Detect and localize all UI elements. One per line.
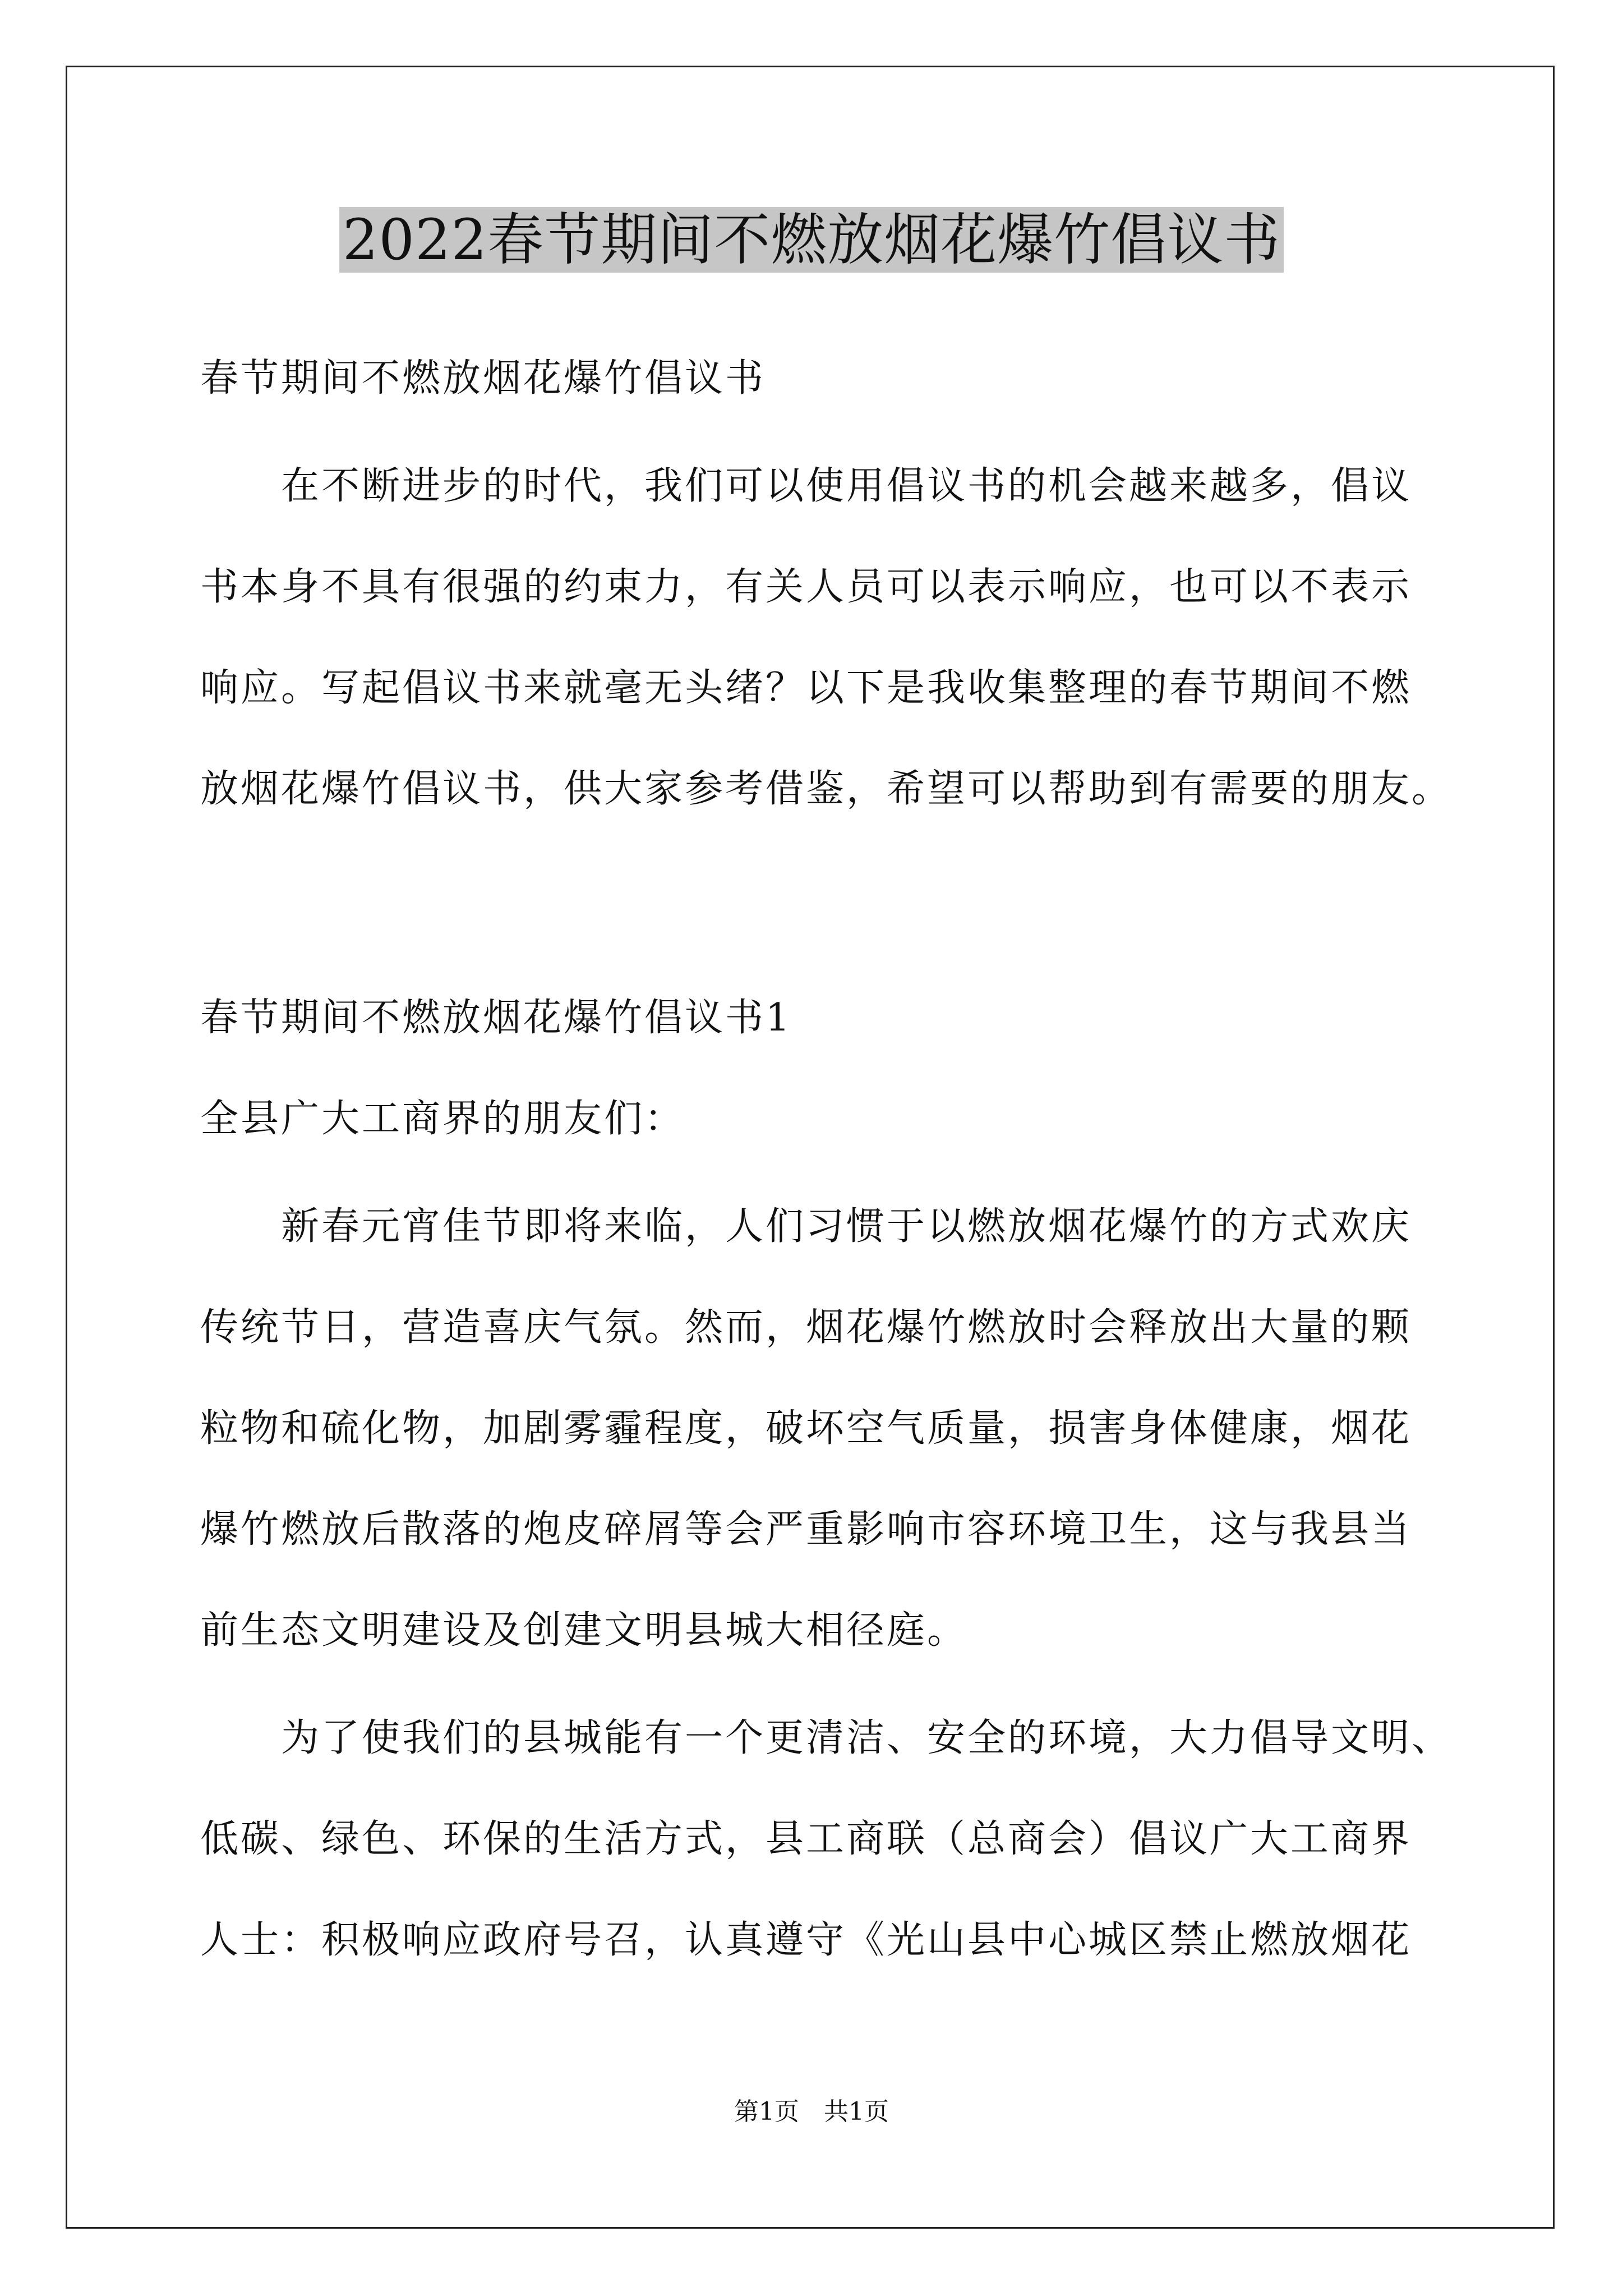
page-footer: 第1页 共1页: [734, 2097, 889, 2126]
intro-line: 放烟花爆竹倡议书，供大家参考借鉴，希望可以帮助到有需要的朋友。: [200, 767, 1453, 811]
document-title-text: 2022春节期间不燃放烟花爆竹倡议书: [339, 207, 1284, 273]
paragraph-line: 为了使我们的县城能有一个更清洁、安全的环境，大力倡导文明、: [200, 1716, 1453, 1760]
paragraph-line: 人士：积极响应政府号召，认真遵守《光山县中心城区禁止燃放烟花: [200, 1918, 1412, 1962]
paragraph-line: 前生态文明建设及创建文明县城大相径庭。: [200, 1608, 968, 1653]
document-title: [0, 205, 1623, 275]
intro-line: 响应。写起倡议书来就毫无头绪？以下是我收集整理的春节期间不燃: [200, 666, 1412, 710]
paragraph-line: 低碳、绿色、环保的生活方式，县工商联（总商会）倡议广大工商界: [200, 1817, 1412, 1861]
paragraph-line: 新春元宵佳节即将来临，人们习惯于以燃放烟花爆竹的方式欢庆: [200, 1204, 1412, 1249]
section-heading: 春节期间不燃放烟花爆竹倡议书1: [200, 996, 792, 1040]
salutation: 全县广大工商界的朋友们：: [200, 1097, 685, 1141]
paragraph-line: 粒物和硫化物，加剧雾霾程度，破坏空气质量，损害身体健康，烟花: [200, 1406, 1412, 1451]
paragraph-line: 传统节日，营造喜庆气氛。然而，烟花爆竹燃放时会释放出大量的颗: [200, 1305, 1412, 1350]
paragraph-line: 爆竹燃放后散落的炮皮碎屑等会严重影响市容环境卫生，这与我县当: [200, 1507, 1412, 1552]
intro-line: 在不断进步的时代，我们可以使用倡议书的机会越来越多，倡议: [200, 464, 1412, 508]
intro-line: 书本身不具有很强的约束力，有关人员可以表示响应，也可以不表示: [200, 565, 1412, 609]
subtitle: 春节期间不燃放烟花爆竹倡议书: [200, 356, 766, 401]
